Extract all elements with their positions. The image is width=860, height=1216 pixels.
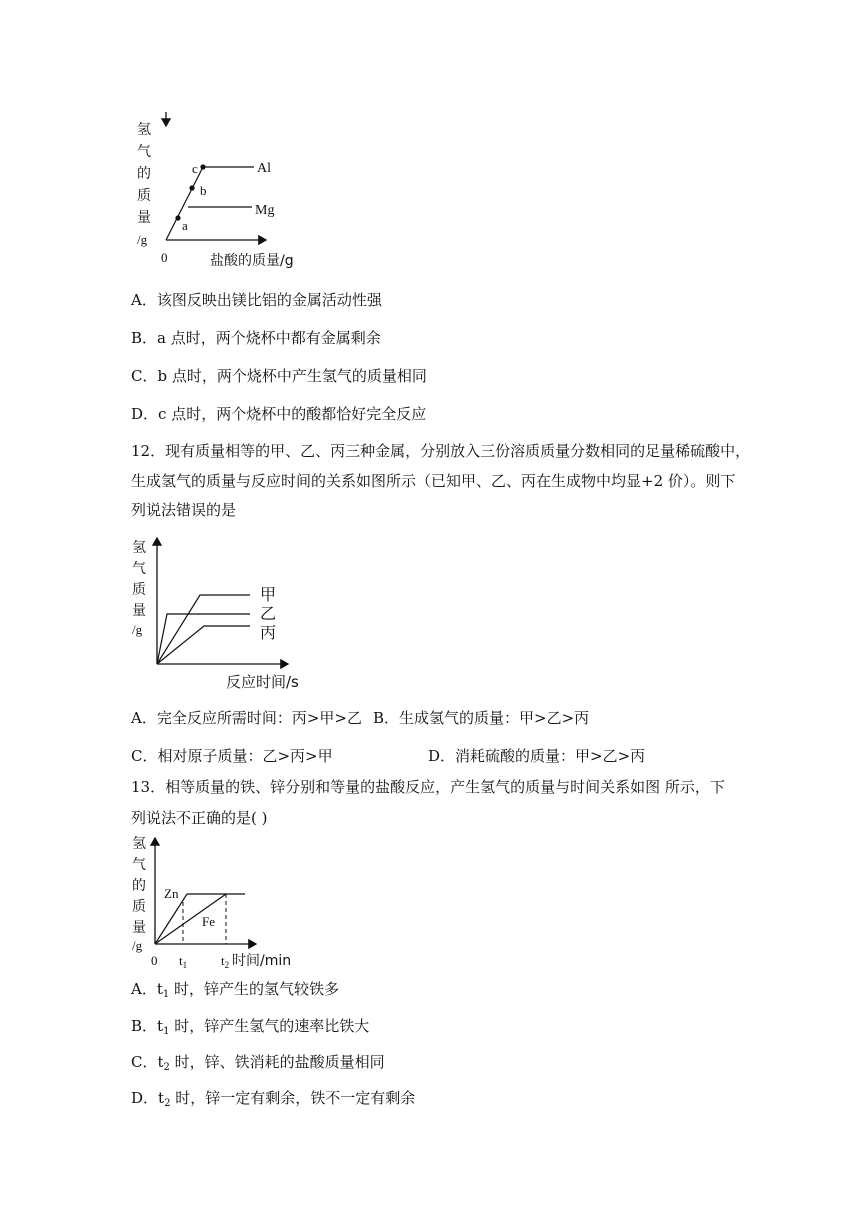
point-c [200,164,205,169]
t1-base: t [179,953,183,968]
q12-stem-line-3: 列说法错误的是 [131,501,237,519]
q13-option-b-post: 时，锌产生氢气的速率比铁大 [169,1017,370,1035]
q12-option-c: C．相对原子质量：乙>丙>甲 [131,747,333,765]
q13-option-a [131,979,339,999]
x-axis-label: 时间/min [232,953,292,969]
series-fe-label: Fe [202,914,215,929]
t1-label [179,953,187,970]
t2-label [221,953,229,970]
t1-sub: 1 [182,960,188,970]
point-a [175,215,180,220]
series-fe-line [155,894,226,944]
q13-option-c [131,1052,385,1072]
series-yi-line [157,614,250,664]
origin-label: 0 [161,250,168,265]
y-label-char-3: 质 [132,582,146,598]
q13-option-d-sub: 2 [164,1098,171,1109]
q12-option-b: B．生成氢气的质量：甲>乙>丙 [373,709,590,727]
x-axis-label: 反应时间/s [226,673,299,691]
x-axis-label: 盐酸的质量/g [210,253,294,269]
y-label-char-5: 量 [132,920,146,936]
y-unit: /g [132,938,143,953]
q13-option-b [131,1016,369,1036]
y-label-char-3: 的 [137,166,151,182]
point-a-label: a [182,218,188,233]
y-label-char-3: 的 [132,878,146,894]
q13-option-a-post: 时，锌产生的氢气较铁多 [169,980,340,998]
q12-option-d: D．消耗硫酸的质量：甲>乙>丙 [428,747,646,765]
y-label-char-4: 量 [132,603,146,619]
figure-1-svg [130,112,330,272]
q12-options-row-2 [131,746,831,766]
figure-1-chart [130,112,330,272]
q13-option-d-post: 时，锌一定有剩余，铁不一定有剩余 [170,1089,416,1107]
t2-sub: 2 [224,960,230,970]
q12-options-row-1 [131,708,831,728]
series-jia-line [157,595,250,664]
series-yi-label: 乙 [260,604,277,623]
figure-3-svg [130,832,330,972]
q12-option-a: A．完全反应所需时间：丙>甲>乙 [131,709,362,727]
q13-stem-line-2: 列说法不正确的是( ) [131,809,268,827]
q13-option-d [131,1088,415,1108]
q11-option-d: D．c 点时，两个烧杯中的酸都恰好完全反应 [131,405,427,423]
y-label-char-2: 气 [132,561,146,577]
origin-label: 0 [151,953,158,968]
y-label-char-2: 气 [132,857,146,873]
series-bing-label: 丙 [260,623,277,642]
q13-stem-line-1: 13．相等质量的铁、锌分别和等量的盐酸反应，产生氢气的质量与时间关系如图 所示，下 [131,778,725,796]
point-b-label: b [200,183,207,198]
point-c-label: c [192,161,198,176]
q11-option-b: B．a 点时，两个烧杯中都有金属剩余 [131,329,381,347]
q13-option-c-post: 时，锌、铁消耗的盐酸质量相同 [169,1053,385,1071]
y-unit: /g [132,622,143,637]
series-mg-label: Mg [255,203,275,218]
q13-option-a-pre: A．t [131,980,163,998]
figure-2-svg [130,530,330,695]
y-unit: /g [137,232,148,247]
q13-option-b-pre: B．t [131,1017,164,1035]
series-bing-line [157,626,250,664]
q13-option-d-pre: D．t [131,1089,165,1107]
y-label-char-4: 质 [137,188,151,204]
series-zn-label: Zn [164,886,179,901]
q12-stem-line-2: 生成氢气的质量与反应时间的关系如图所示（已知甲、乙、丙在生成物中均显+2 价）。则下 [131,472,736,490]
q13-option-c-pre: C．t [131,1053,164,1071]
y-label-char-1: 氢 [132,540,146,556]
point-b [189,185,194,190]
y-label-char-1: 氢 [137,122,151,138]
q12-stem-line-1: 12．现有质量相等的甲、乙、丙三种金属，分别放入三份溶质质量分数相同的足量稀硫酸中， [131,442,751,460]
series-zn-line [155,894,187,944]
figure-3-chart [130,832,330,972]
q13-option-c-sub: 2 [163,1062,170,1073]
y-label-char-5: 量 [137,210,151,226]
y-label-char-4: 质 [132,899,146,915]
figure-2-chart [130,530,330,695]
series-al-label: Al [257,161,271,176]
series-jia-label: 甲 [260,585,277,604]
q13-option-b-sub: 1 [163,1026,170,1037]
y-label-char-2: 气 [137,144,151,160]
t2-base: t [221,953,225,968]
q13-option-a-sub: 1 [162,989,170,1000]
y-label-char-1: 氢 [132,836,146,852]
q11-option-c: C．b 点时，两个烧杯中产生氢气的质量相同 [131,367,427,385]
q11-option-a: A．该图反映出镁比铝的金属活动性强 [131,291,382,309]
